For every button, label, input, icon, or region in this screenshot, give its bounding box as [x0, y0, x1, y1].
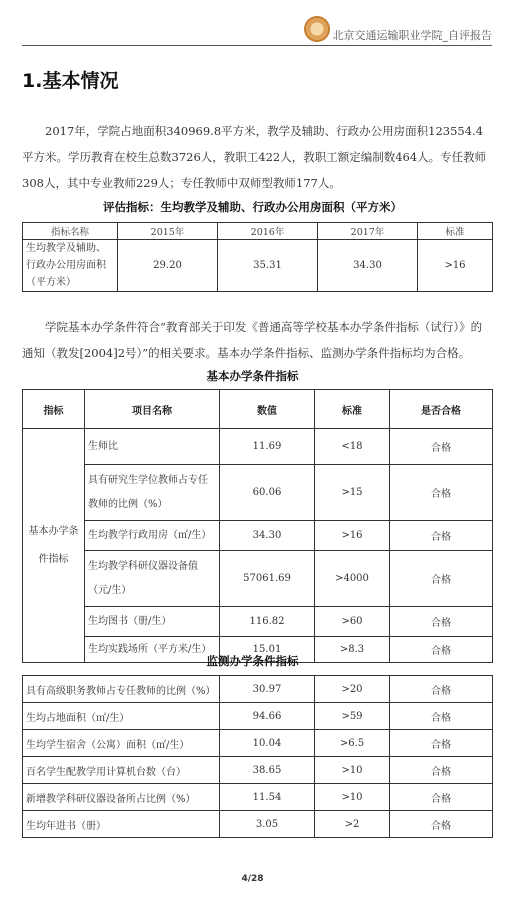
value-cell: 11.69	[220, 429, 315, 465]
standard-cell: >6.5	[315, 730, 390, 757]
table-row	[23, 730, 493, 757]
table3-caption: 监测办学条件指标	[206, 654, 299, 668]
result-cell: 合格	[390, 465, 493, 521]
table-row	[23, 429, 493, 465]
table-header-cell: 项目名称	[85, 390, 220, 429]
evaluation-indicator-table	[22, 222, 493, 292]
standard-cell: >4000	[315, 551, 390, 607]
result-cell: 合格	[390, 811, 493, 838]
school-seal-icon	[304, 16, 330, 42]
standard-cell: >59	[315, 703, 390, 730]
header-title: 北京交通运输职业学院_自评报告	[332, 29, 492, 42]
table-row	[23, 607, 493, 637]
table-row	[23, 757, 493, 784]
page-number: 4/28	[241, 874, 264, 884]
item-name-cell: 生师比	[85, 429, 220, 465]
table-header-cell: 2016年	[218, 223, 318, 240]
item-name-cell: 生均年进书（册）	[23, 811, 220, 838]
value-cell: 116.82	[220, 607, 315, 637]
item-name-cell: 具有研究生学位教师占专任教师的比例（%）	[85, 465, 220, 521]
header-divider	[22, 45, 492, 46]
value-cell: 29.20	[118, 240, 218, 292]
value-cell: 94.66	[220, 703, 315, 730]
result-cell: 合格	[390, 429, 493, 465]
table-header-cell: 是否合格	[390, 390, 493, 429]
table-row	[23, 465, 493, 521]
page-header	[22, 12, 492, 46]
table-row	[23, 551, 493, 607]
item-name-cell: 生均占地面积（㎡/生）	[23, 703, 220, 730]
basic-conditions-table	[22, 389, 493, 663]
standard-cell: >15	[315, 465, 390, 521]
standard-cell: <18	[315, 429, 390, 465]
result-cell: 合格	[390, 703, 493, 730]
value-cell: 35.31	[218, 240, 318, 292]
item-name-cell: 生均教学科研仪器设备值（元/生）	[85, 551, 220, 607]
table-header-cell: 标准	[418, 223, 493, 240]
value-cell: 57061.69	[220, 551, 315, 607]
table-row	[23, 811, 493, 838]
standard-cell: >16	[315, 521, 390, 551]
value-cell: 38.65	[220, 757, 315, 784]
table-header-cell: 数值	[220, 390, 315, 429]
value-cell: 10.04	[220, 730, 315, 757]
standard-cell: >10	[315, 784, 390, 811]
table-header-row	[23, 390, 493, 429]
result-cell: 合格	[390, 551, 493, 607]
table-row	[23, 703, 493, 730]
value-cell: 15.01	[220, 637, 315, 663]
item-name-cell: 生均图书（册/生）	[85, 607, 220, 637]
standard-cell: >2	[315, 811, 390, 838]
item-name-cell: 新增教学科研仪器设备所占比例（%）	[23, 784, 220, 811]
value-cell: 34.30	[220, 521, 315, 551]
standard-cell: >16	[418, 240, 493, 292]
intro-paragraph: 2017年，学院占地面积340969.8平方米，教学及辅助、行政办公用房面积123554.4平方米。学历教育在校生总数3726人，教职工422人，教职工额定编制数464人。专任教师308人，其中专业教师229人；专任教师中双师型教师177人。	[22, 124, 487, 190]
item-name-cell: 百名学生配教学用计算机台数（台）	[23, 757, 220, 784]
standard-cell: >8.3	[315, 637, 390, 663]
item-name-cell: 生均学生宿舍（公寓）面积（㎡/生）	[23, 730, 220, 757]
indicator-name-cell: 生均教学及辅助、行政办公用房面积（平方米）	[23, 240, 118, 292]
result-cell: 合格	[390, 676, 493, 703]
standard-cell: >10	[315, 757, 390, 784]
table-row	[23, 521, 493, 551]
standard-cell: >60	[315, 607, 390, 637]
table-row	[23, 240, 493, 292]
value-cell: 34.30	[318, 240, 418, 292]
result-cell: 合格	[390, 637, 493, 663]
table2-caption: 基本办学条件指标	[206, 369, 299, 383]
item-name-cell: 生均教学行政用房（㎡/生）	[85, 521, 220, 551]
group-label-cell: 基本办学条件指标	[23, 429, 85, 663]
compliance-paragraph: 学院基本办学条件符合“教育部关于印发《普通高等学校基本办学条件指标（试行）》的通知（教发[2004]2号）”的相关要求。基本办学条件指标、监测办学条件指标均为合格。	[22, 320, 483, 360]
table-row	[23, 676, 493, 703]
table-header-cell: 指标	[23, 390, 85, 429]
table-header-cell: 2015年	[118, 223, 218, 240]
result-cell: 合格	[390, 521, 493, 551]
value-cell: 60.06	[220, 465, 315, 521]
result-cell: 合格	[390, 784, 493, 811]
table-header-cell: 标准	[315, 390, 390, 429]
item-name-cell: 生均实践场所（平方米/生）	[85, 637, 220, 663]
result-cell: 合格	[390, 607, 493, 637]
value-cell: 30.97	[220, 676, 315, 703]
table-header-row	[23, 223, 493, 240]
value-cell: 11.54	[220, 784, 315, 811]
result-cell: 合格	[390, 757, 493, 784]
table-row	[23, 784, 493, 811]
value-cell: 3.05	[220, 811, 315, 838]
table-header-cell: 指标名称	[23, 223, 118, 240]
result-cell: 合格	[390, 730, 493, 757]
section-heading: 1.基本情况	[22, 70, 119, 92]
table1-caption: 评估指标：生均教学及辅助、行政办公用房面积（平方米）	[103, 200, 402, 214]
table-header-cell: 2017年	[318, 223, 418, 240]
standard-cell: >20	[315, 676, 390, 703]
item-name-cell: 具有高级职务教师占专任教师的比例（%）	[23, 676, 220, 703]
monitoring-conditions-table	[22, 675, 493, 838]
